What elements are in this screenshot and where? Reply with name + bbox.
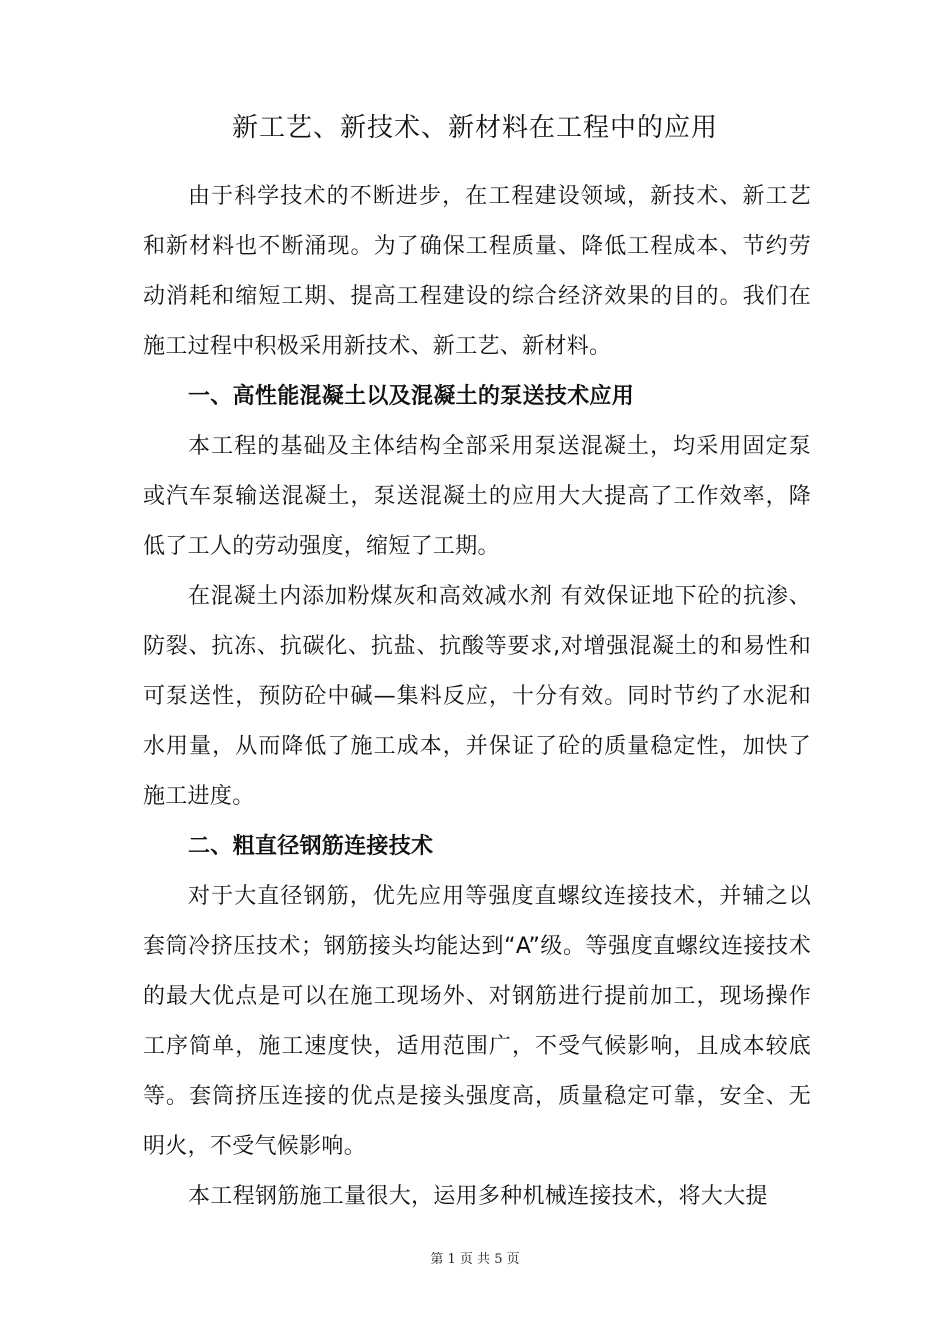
paragraph-rebar-connection: 对于大直径钢筋，优先应用等强度直螺纹连接技术，并辅之以套筒冷挤压技术；钢筋接头均能达到“A”级。等强度直螺纹连接技术的最大优点是可以在施工现场外、对钢筋进行提前加工，现场操作工序简单，施工速度快，适用范围广，不受气候影响，且成本较底等。套筒挤压连接的优点是接头强度高，质量稳定可靠，安全、无明火，不受气候影响。 — [143, 884, 811, 1159]
section-heading-1: 一、高性能混凝土以及混凝土的泵送技术应用 — [188, 384, 635, 409]
document-title: 新工艺、新技术、新材料在工程中的应用 — [231, 113, 718, 143]
paragraph-pumped-concrete: 本工程的基础及主体结构全部采用泵送混凝土，均采用固定泵或汽车泵输送混凝土，泵送混凝土的应用大大提高了工作效率，降低了工人的劳动强度，缩短了工期。 — [143, 434, 811, 559]
paragraph-rebar-workload: 本工程钢筋施工量很大，运用多种机械连接技术，将大大提 — [188, 1184, 768, 1209]
intro-paragraph: 由于科学技术的不断进步，在工程建设领域，新技术、新工艺和新材料也不断涌现。为了确保工程质量、降低工程成本、节约劳动消耗和缩短工期、提高工程建设的综合经济效果的目的。我们在施工过程中积极采用新技术、新工艺、新材料。 — [143, 184, 811, 359]
section-heading-2: 二、粗直径钢筋连接技术 — [188, 834, 434, 859]
paragraph-concrete-additives: 在混凝土内添加粉煤灰和高效减水剂 有效保证地下砼的抗渗、防裂、抗冻、抗碳化、抗盐、抗酸等要求,对增强混凝土的和易性和可泵送性，预防砼中碱—集料反应，十分有效。同时节约了水泥和水用量，从而降低了施工成本，并保证了砼的质量稳定性，加快了施工进度。 — [143, 584, 811, 809]
page-footer: 第 1 页 共 5 页 — [430, 1252, 520, 1267]
